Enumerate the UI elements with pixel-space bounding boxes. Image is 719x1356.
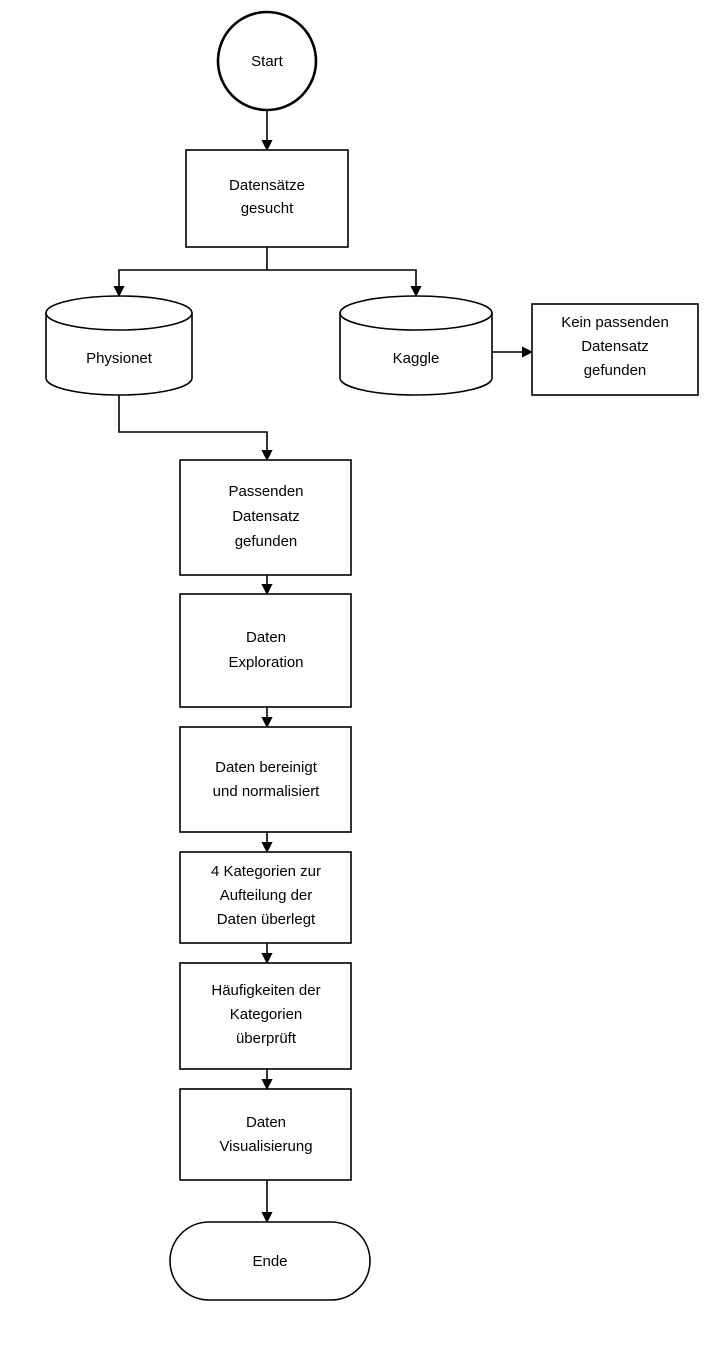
node-start <box>218 12 316 110</box>
node-search <box>186 150 348 247</box>
edge-search-to-physionet <box>119 247 267 296</box>
node-kaggle-label: Kaggle <box>392 349 440 367</box>
node-dataset-found-label-line1: Passenden <box>228 482 304 500</box>
node-ende <box>170 1222 370 1300</box>
node-no-dataset-found-label-line2: Datensatz <box>581 337 649 355</box>
node-dataset-found <box>180 460 351 575</box>
node-four-categories <box>180 852 351 943</box>
edge-search-to-kaggle <box>267 270 416 296</box>
node-no-dataset-found-label-line3: gefunden <box>583 361 647 379</box>
node-dataset-found-label-line3: gefunden <box>234 532 298 550</box>
node-frequencies-checked-label-line3: überprüft <box>235 1029 297 1047</box>
node-four-categories-label-line2: Aufteilung der <box>219 886 313 904</box>
node-data-cleaned <box>180 727 351 832</box>
node-physionet-label: Physionet <box>86 349 152 367</box>
node-four-categories-label-line1: 4 Kategorien zur <box>210 862 322 880</box>
node-search-label-line2: gesucht <box>240 199 294 217</box>
node-frequencies-checked <box>180 963 351 1069</box>
edge-physionet-to-found <box>119 395 267 460</box>
node-data-visualization-label-line2: Visualisierung <box>219 1137 313 1155</box>
node-data-exploration <box>180 594 351 707</box>
node-no-dataset-found-label-line1: Kein passenden <box>561 313 669 331</box>
node-four-categories-label-line3: Daten überlegt <box>216 910 316 928</box>
node-frequencies-checked-label-line1: Häufigkeiten der <box>211 981 321 999</box>
node-ende-label: Ende <box>252 1252 288 1270</box>
node-data-exploration-label-line1: Daten <box>245 628 287 646</box>
node-data-visualization <box>180 1089 351 1180</box>
node-search-label-line1: Datensätze <box>229 176 305 194</box>
node-frequencies-checked-label-line2: Kategorien <box>229 1005 303 1023</box>
node-data-exploration-label-line2: Exploration <box>228 653 304 671</box>
node-no-dataset-found <box>532 304 698 395</box>
node-data-cleaned-label-line1: Daten bereinigt <box>215 758 317 776</box>
node-dataset-found-label-line2: Datensatz <box>232 507 300 525</box>
node-data-cleaned-label-line2: und normalisiert <box>212 782 320 800</box>
node-data-visualization-label-line1: Daten <box>245 1113 287 1131</box>
node-physionet <box>46 296 192 395</box>
node-start-label: Start <box>251 52 283 70</box>
node-kaggle <box>340 296 492 395</box>
